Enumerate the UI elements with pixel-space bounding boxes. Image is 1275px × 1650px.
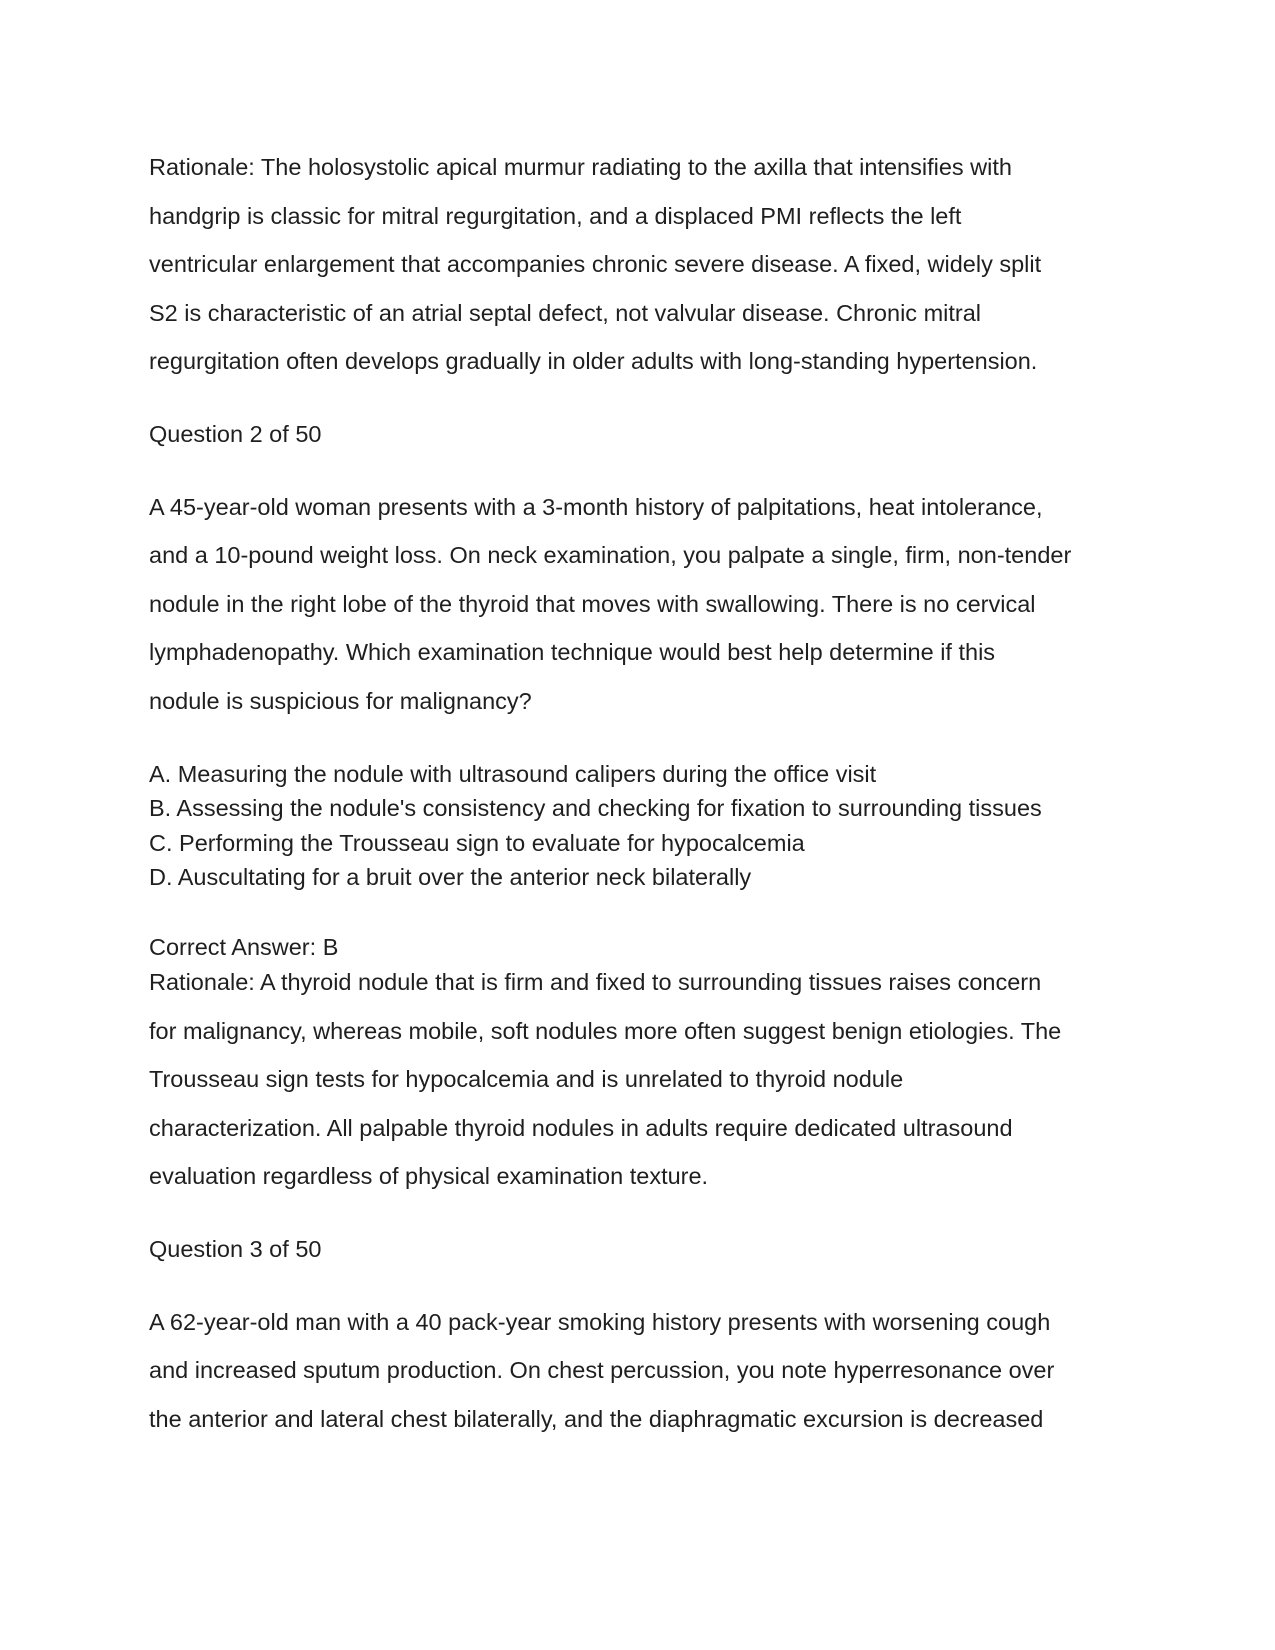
- text-line: nodule in the right lobe of the thyroid that moves with swallowing. There is no cervical: [149, 590, 1036, 617]
- answer-option-d: D. Auscultating for a bruit over the anterior neck bilaterally: [149, 864, 752, 891]
- question-2-stem: [149, 483, 1139, 726]
- text-line: and increased sputum production. On chest percussion, you note hyperresonance over: [149, 1357, 1055, 1384]
- correct-answer: Correct Answer: B: [149, 933, 339, 960]
- text-line: lymphadenopathy. Which examination technique would best help determine if this: [149, 639, 996, 666]
- rationale-q2: [149, 958, 1139, 1201]
- text-line: and a 10-pound weight loss. On neck examination, you palpate a single, firm, non-tender: [149, 542, 1072, 569]
- text-line: ventricular enlargement that accompanies chronic severe disease. A fixed, widely split: [149, 251, 1042, 278]
- rationale-q1: [149, 143, 1139, 386]
- question-2-heading: Question 2 of 50: [149, 420, 322, 447]
- question-3-heading: Question 3 of 50: [149, 1236, 322, 1262]
- text-line: characterization. All palpable thyroid nodules in adults require dedicated ultrasound: [149, 1114, 1013, 1141]
- text-line: S2 is characteristic of an atrial septal defect, not valvular disease. Chronic mitral: [149, 299, 982, 326]
- document-page: [149, 143, 1139, 1443]
- text-line: Trousseau sign tests for hypocalcemia and is unrelated to thyroid nodule: [149, 1066, 904, 1093]
- text-line: A 45-year-old woman presents with a 3-month history of palpitations, heat intolerance,: [149, 493, 1043, 520]
- text-line: nodule is suspicious for malignancy?: [149, 687, 532, 714]
- text-line: Rationale: The holosystolic apical murmur radiating to the axilla that intensifies with: [149, 154, 1012, 180]
- text-line: Rationale: A thyroid nodule that is firm and fixed to surrounding tissues raises concern: [149, 969, 1042, 996]
- question-3-stem: [149, 1298, 1139, 1444]
- text-line: regurgitation often develops gradually in older adults with long-standing hypertension.: [149, 348, 1038, 375]
- text-line: A 62-year-old man with a 40 pack-year smoking history presents with worsening cough: [149, 1308, 1051, 1335]
- text-line: evaluation regardless of physical examination texture.: [149, 1163, 709, 1190]
- question-2-options: [149, 757, 1139, 895]
- text-line: the anterior and lateral chest bilaterally, and the diaphragmatic excursion is decreased: [149, 1405, 1044, 1432]
- text-line: handgrip is classic for mitral regurgitation, and a displaced PMI reflects the left: [149, 202, 962, 229]
- text-line: for malignancy, whereas mobile, soft nodules more often suggest benign etiologies. The: [149, 1017, 1062, 1044]
- answer-option-b: B. Assessing the nodule's consistency and checking for fixation to surrounding tissues: [149, 795, 1042, 822]
- answer-option-c: C. Performing the Trousseau sign to evaluate for hypocalcemia: [149, 829, 805, 856]
- answer-option-a: A. Measuring the nodule with ultrasound calipers during the office visit: [149, 760, 877, 787]
